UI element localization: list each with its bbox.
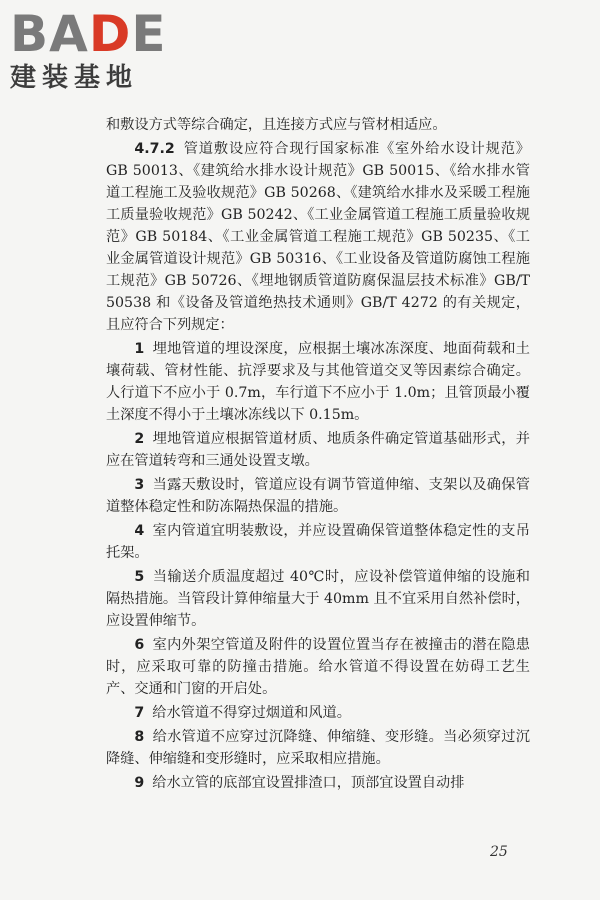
- list-item: 5 当输送介质温度超过 40℃时，应设补偿管道伸缩的设施和隔热措施。当管段计算伸缩量大于 40mm 且不宜采用自然补偿时，应设置伸缩节。: [106, 569, 530, 629]
- bade-logo: [10, 6, 180, 101]
- paragraph-continuation: 和敷设方式等综合确定，且连接方式应与管材相适应。: [106, 117, 447, 133]
- list-item: 1 埋地管道的埋设深度，应根据土壤冰冻深度、地面荷载和土壤荷载、管材性能、抗浮要求及与其他管道交叉等因素综合确定。人行道下不应小于 0.7m，车行道下不应小于 1.0m；且管顶最小覆土深度不得小于土壤冰冻线以下 0.15m。: [106, 341, 530, 423]
- item-number: 6: [134, 637, 145, 653]
- logo-chinese-text: 建装基地: [10, 63, 139, 93]
- list-item: 2 埋地管道应根据管道材质、地质条件确定管道基础形式，并应在管道转弯和三通处设置支墩。: [106, 431, 530, 469]
- item-number: 9: [134, 775, 145, 791]
- list-item: 9 给水立管的底部宜设置排渣口，顶部宜设置自动排: [134, 775, 465, 791]
- item-number: 2: [134, 431, 145, 447]
- item-number: 5: [134, 569, 145, 585]
- item-number: 8: [134, 729, 145, 745]
- list-item: 8 给水管道不应穿过沉降缝、伸缩缝、变形缝。当必须穿过沉降缝、伸缩缝和变形缝时，应采取相应措施。: [106, 729, 530, 767]
- list-item: 6 室内外架空管道及附件的设置位置当存在被撞击的潜在隐患时，应采取可靠的防撞击措施。给水管道不得设置在妨碍工艺生产、交通和门窗的开启处。: [106, 637, 530, 697]
- logo-wordmark: BADE: [10, 5, 167, 63]
- item-number: 7: [134, 705, 145, 721]
- item-number: 4: [134, 523, 145, 539]
- item-number: 3: [134, 477, 145, 493]
- list-item: 7 给水管道不得穿过烟道和风道。: [134, 705, 351, 721]
- item-number: 1: [134, 341, 145, 357]
- page-number: 25: [490, 844, 508, 860]
- list-item: 3 当露天敷设时，管道应设有调节管道伸缩、支架以及确保管道整体稳定性和防冻隔热保温的措施。: [106, 477, 530, 515]
- clause-4-7-2: 4.7.2 管道敷设应符合现行国家标准《室外给水设计规范》GB 50013、《建筑给水排水设计规范》GB 50015、《给水排水管道工程施工及验收规范》GB 50268、《建筑给水排水及采暖工程施工质量验收规范》GB 50242、《工业金属管道工程施工质量验收规范》GB 50184、《工业金属管道工程施工规范》GB 50235、《工业金属管道设计规范》GB 50316、《工业设备及管道防腐蚀工程施工规范》GB 50726、《埋地钢质管道防腐保温层技术标准》GB/T 50538 和《设备及管道绝热技术通则》GB/T 4272 的有关规定，且应符合下列规定：: [106, 141, 530, 333]
- list-item: 4 室内管道宜明装敷设，并应设置确保管道整体稳定性的支吊托架。: [106, 523, 530, 561]
- document-body: [106, 114, 530, 794]
- clause-number: 4.7.2: [134, 141, 175, 157]
